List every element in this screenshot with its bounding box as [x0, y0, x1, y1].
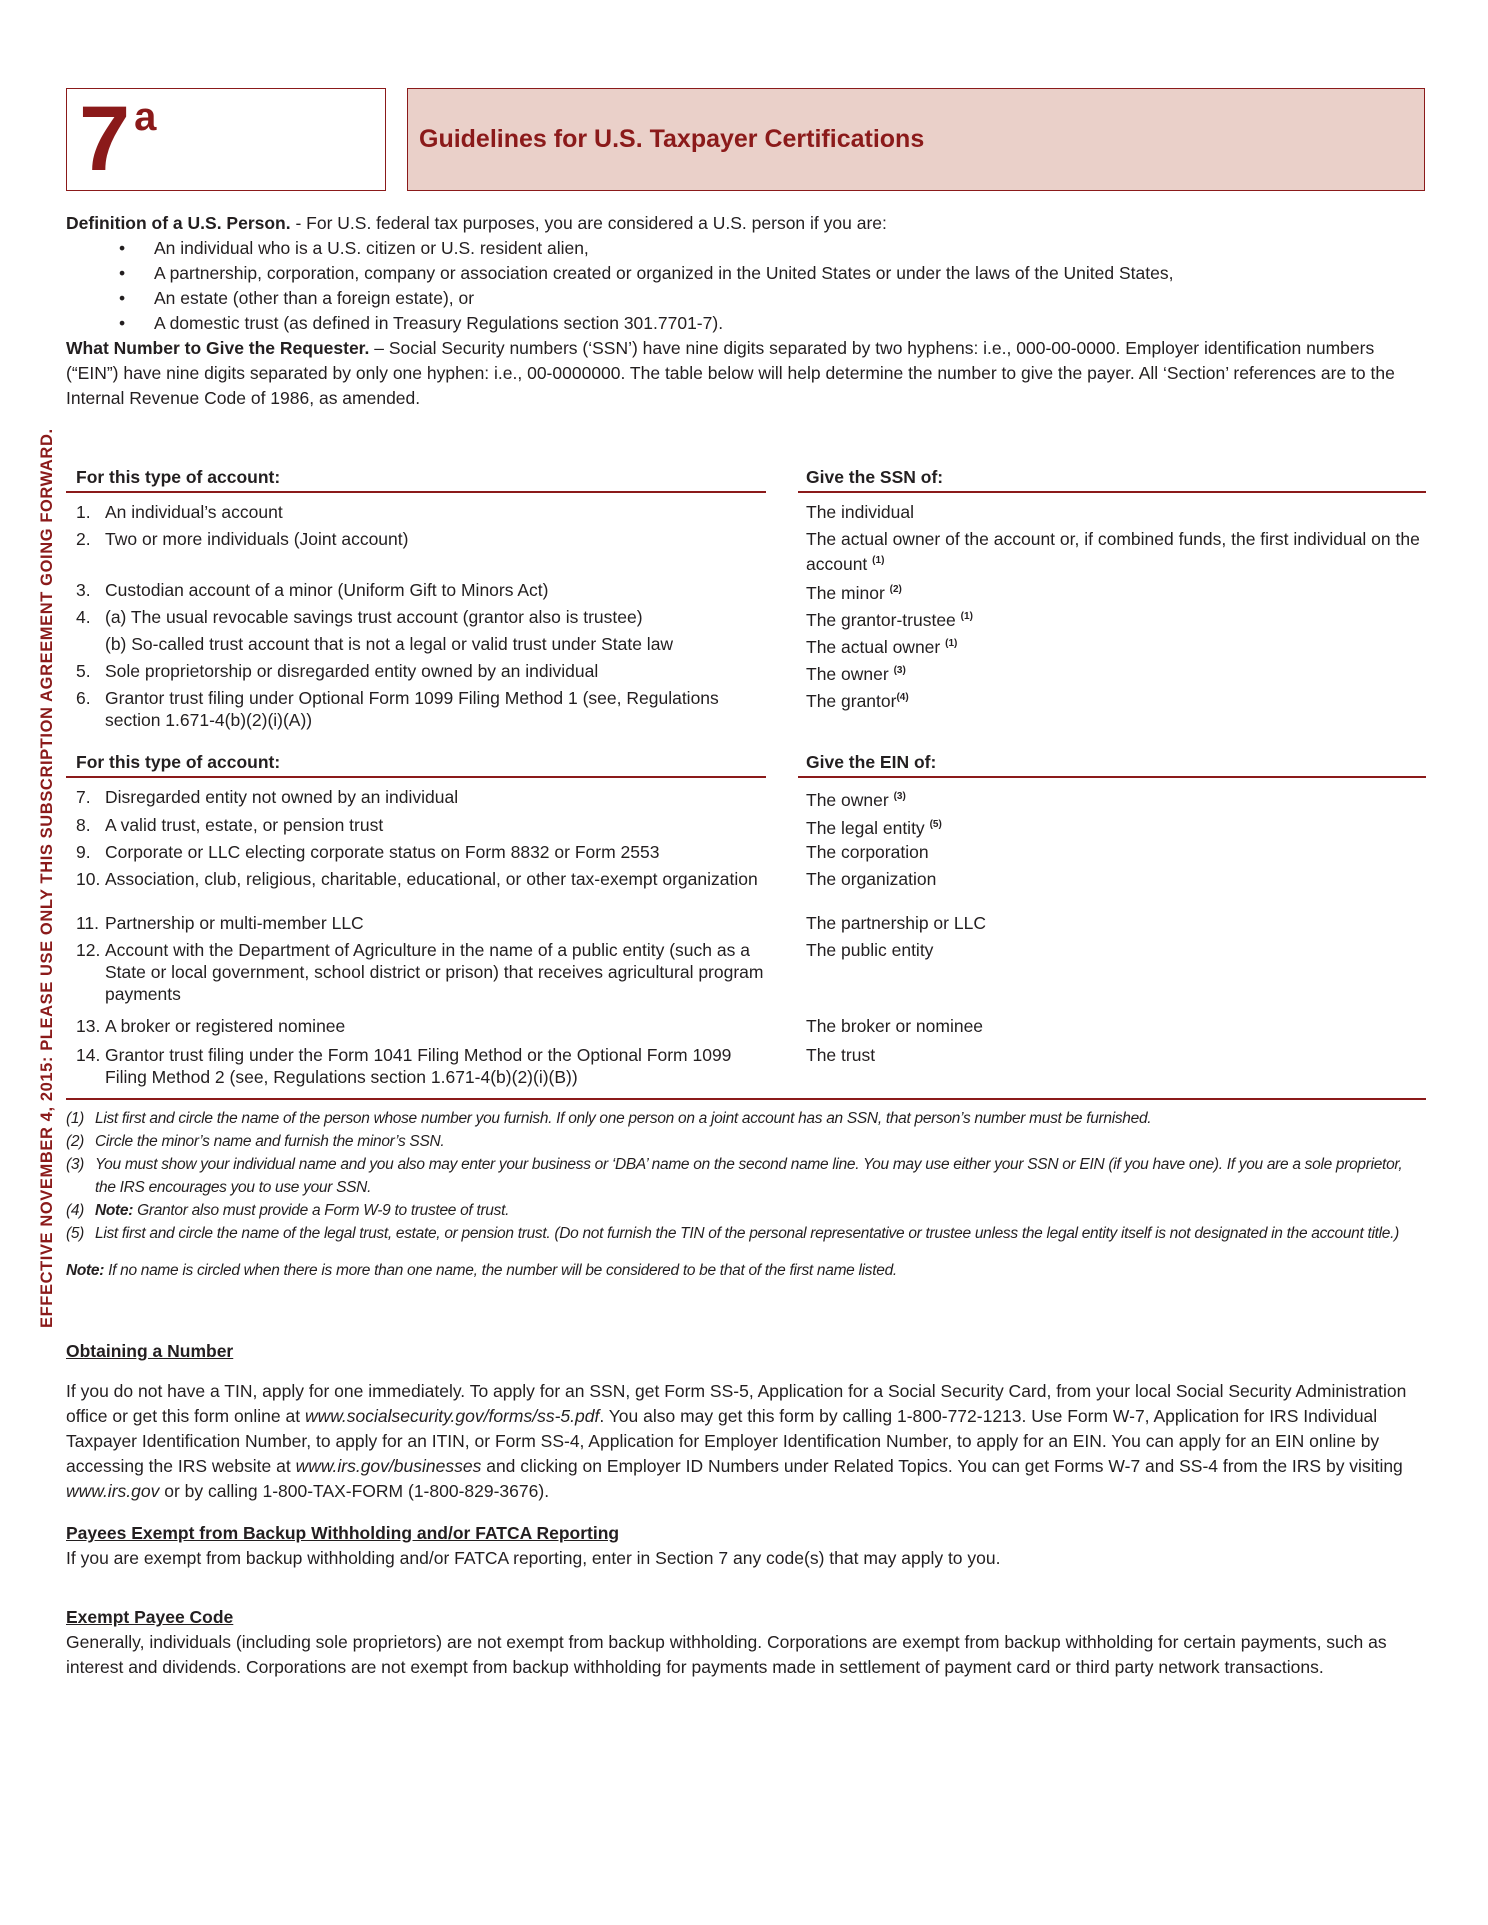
- irs-link[interactable]: www.irs.gov: [66, 1481, 160, 1501]
- ein-table: For this type of account: Give the EIN of: 7. Disregarded entity not owned by an individual The owner $^{(3)}$ 8. A valid trust, estate, or pension trust The legal entity $^{(5)}$ 9. Corporate or LLC electing corporate status on Form 8832 or Form 2553 The corporation 10. Association, club, religious, charitable, educational, or other tax-exempt organization The organization 11. Partnership or multi-member LLC The partnership or LLC 12. Account with the Department of Agriculture in the name of a public entity (such as a State or local government, school district or prison) that receives agricultural program payments The public entity 13. A broker or registered nominee The broker or nominee 14. Grantor trust filing under the Form 1041 Filing Method or the Optional Form 1099 Filing Method 2 (see, Regulations section 1.671-4(b)(2)(i)(B)) The trust: [66, 746, 1426, 1098]
- section-heading: Payees Exempt from Backup Withholding and/or FATCA Reporting: [66, 1523, 620, 1543]
- table-bottom-rule: [66, 1098, 1426, 1100]
- footnote: (3) You must show your individual name and you also may enter your business or ‘DBA’ name on the second name line. You may use either your SSN or EIN (if you have one). If you are a sole proprietor, the IRS encourages you to use your SSN.: [66, 1156, 1403, 1196]
- what-number-paragraph: [66, 336, 1426, 411]
- definition-label: Definition of a U.S. Person.: [66, 213, 291, 233]
- footnote: (2) Circle the minor’s name and furnish the minor’s SSN.: [66, 1133, 445, 1150]
- obtaining-text: If you do not have a TIN, apply for one immediately. To apply for an SSN, get Form SS-5, Application for a Social Security Card, from your local Social Security Administration office or get this form online at www.socialsecurity.gov/forms/ss-5.pdf. You also may get this form by calling 1-800-772-1213. Use Form W-7, Application for IRS Individual Taxpayer Identification Number, to apply for an ITIN, or Form SS-4, Application for Employer Identification Number, to apply for an EIN. You can apply for an EIN online by accessing the IRS website at www.irs.gov/businesses and clicking on Employer ID Numbers under Related Topics. You can get Forms W-7 and SS-4 from the IRS by visiting www.irs.gov or by calling 1-800-TAX-FORM (1-800-829-3676).: [66, 1381, 1407, 1501]
- column-header-account: For this type of account:: [66, 461, 766, 493]
- payees-exempt-section: [66, 1521, 1426, 1571]
- list-item: • A domestic trust (as defined in Treasury Regulations section 301.7701-7).: [66, 311, 1426, 336]
- note-line: Note: If no name is circled when there is more than one name, the number will be considered to be that of the first name listed.: [66, 1262, 897, 1279]
- section-heading: Exempt Payee Code: [66, 1607, 234, 1627]
- column-header-give: Give the SSN of:: [798, 461, 1426, 493]
- intro-section: [66, 211, 1426, 411]
- table-header: [66, 461, 1426, 497]
- list-item: • An individual who is a U.S. citizen or U.S. resident alien,: [66, 236, 1426, 261]
- what-number-label: What Number to Give the Requester.: [66, 338, 370, 358]
- title-box: [407, 88, 1425, 191]
- footnote: (1) List first and circle the name of the person whose number you furnish. If only one person on a joint account has an SSN, that person’s number must be furnished.: [66, 1110, 1152, 1127]
- definition-paragraph: [66, 211, 1426, 236]
- footnote: (4) Note: Grantor also must provide a Form W-9 to trustee of trust.: [66, 1202, 510, 1219]
- list-item: • An estate (other than a foreign estate), or: [66, 286, 1426, 311]
- section-superscript: a: [134, 95, 155, 139]
- definition-bullets: [66, 236, 1426, 336]
- irs-businesses-link[interactable]: www.irs.gov/businesses: [295, 1456, 482, 1476]
- obtaining-section: [66, 1339, 1426, 1504]
- section-number: 7 $^a$: [79, 88, 155, 190]
- side-notice: EFFECTIVE NOVEMBER 4, 2015: PLEASE USE ONLY THIS SUBSCRIPTION AGREEMENT GOING FORWARD.: [38, 428, 56, 1328]
- exempt-payee-code-section: [66, 1605, 1426, 1680]
- page-title: Guidelines for U.S. Taxpayer Certifications: [419, 125, 925, 153]
- footnotes: [66, 1107, 1426, 1282]
- ssn-table: For this type of account: Give the SSN of: 1. An individual’s account The individual 2. Two or more individuals (Joint account) The actual owner of the account or, if combined funds, the first individual on the account $^{(1)}$ 3. Custodian account of a minor (Uniform Gift to Minors Act) The minor $^{(2)}$ 4. (a) The usual revocable savings trust account (grantor also is trustee) The grantor-trustee $^{(1)}$ (b) So-called trust account that is not a legal or valid trust under State law The actual owner $^{(1)}$ 5. Sole proprietorship or disregarded entity owned by an individual The owner $^{(3)}$ 6. Grantor trust filing under Optional Form 1099 Filing Method 1 (see, Regulations section 1.671-4(b)(2)(i)(A)) The grantor$^{(4)}$: [66, 461, 1426, 741]
- what-number-text: – Social Security numbers (‘SSN’) have nine digits separated by two hyphens: i.e., 000-00-0000. Employer identification numbers (“EIN”) have nine digits separated by only one hyphen: i.e., 00-0000000. The table below will help determine the number to give the payer. All ‘Section’ references are to the Internal Revenue Code of 1986, as amended.: [66, 338, 1395, 408]
- payees-exempt-text: If you are exempt from backup withholding and/or FATCA reporting, enter in Section 7 any code(s) that may apply to you.: [66, 1548, 1001, 1568]
- column-header-account: For this type of account:: [66, 746, 766, 778]
- definition-text: - For U.S. federal tax purposes, you are considered a U.S. person if you are:: [290, 213, 887, 233]
- list-item: • A partnership, corporation, company or association created or organized in the United States or under the laws of the United States,: [66, 261, 1426, 286]
- column-header-give: Give the EIN of:: [798, 746, 1426, 778]
- exempt-payee-code-text: Generally, individuals (including sole proprietors) are not exempt from backup withholding. Corporations are exempt from backup withholding for certain payments, such as interest and dividends. Corporations are not exempt from backup withholding for payments made in settlement of payment card or third party network transactions.: [66, 1632, 1387, 1677]
- footnote: (5) List first and circle the name of the legal trust, estate, or pension trust. (Do not furnish the TIN of the personal representative or trustee unless the legal entity itself is not designated in the account title.): [66, 1225, 1399, 1242]
- ss5-link[interactable]: www.socialsecurity.gov/forms/ss-5.pdf: [304, 1406, 600, 1426]
- table-header: [66, 746, 1426, 782]
- section-number-box: [66, 88, 386, 191]
- section-heading: Obtaining a Number: [66, 1341, 234, 1361]
